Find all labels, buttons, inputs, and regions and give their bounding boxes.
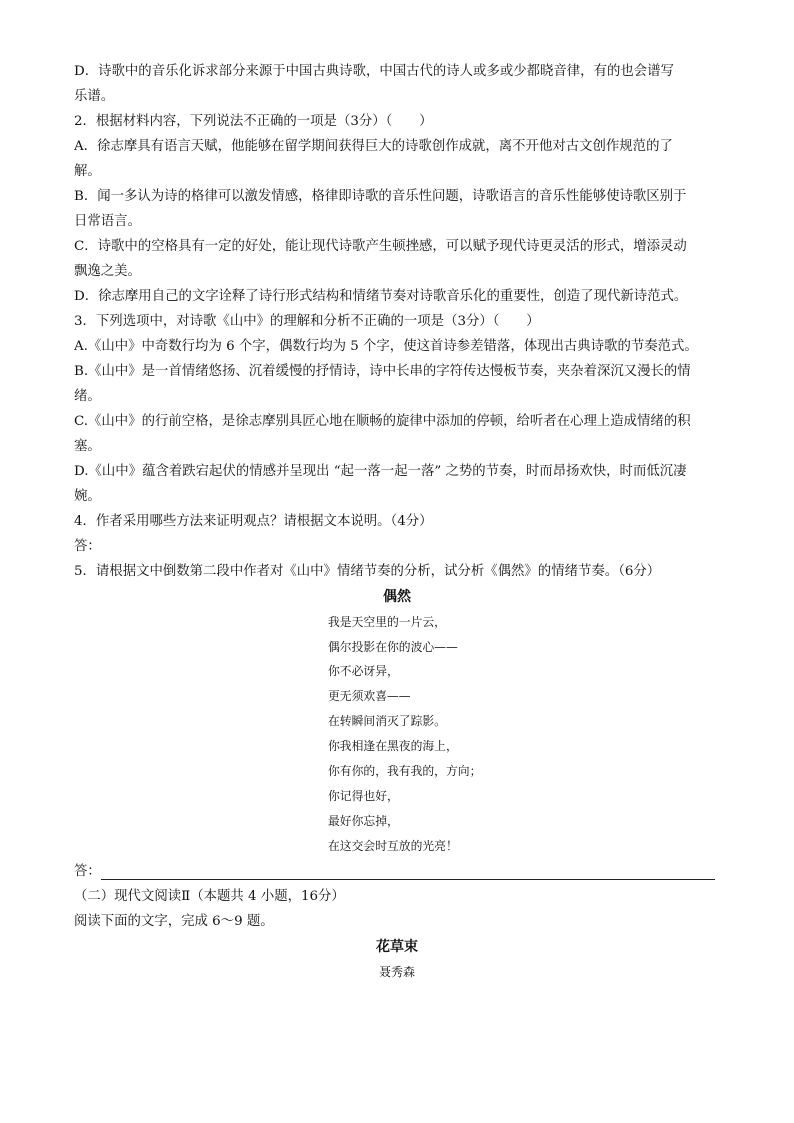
q3-option-c-line1: C.《山中》的行前空格，是徐志摩别具匠心地在顺畅的旋律中添加的停顿，给听者在心理上造成情绪的积	[74, 414, 691, 429]
q3-stem: 3．下列选项中，对诗歌《山中》的理解和分析不正确的一项是（3分）（ ）	[74, 314, 540, 329]
poem-line: 最好你忘掉，	[328, 814, 399, 828]
poem-line: 更无须欢喜——	[328, 689, 411, 703]
section2-instruction: 阅读下面的文字，完成 6～9 题。	[74, 914, 274, 929]
q3-option-b-line1: B.《山中》是一首情绪悠扬、沉着缓慢的抒情诗，诗中长串的字符传达慢板节奏，夹杂着深沉又漫长的情	[74, 364, 691, 379]
q3-option-c-line2: 塞。	[74, 439, 101, 454]
q2-option-c-line1: C．诗歌中的空格具有一定的好处，能让现代诗歌产生顿挫感，可以赋予现代诗更灵活的形式，增添灵动	[74, 239, 687, 254]
poem-line: 在转瞬间消灭了踪影。	[328, 714, 446, 728]
q5-answer-label: 答：	[74, 864, 101, 879]
q2-option-b-line2: 日常语言。	[74, 214, 141, 229]
q2-option-d: D．徐志摩用自己的文字诠释了诗行形式结构和情绪节奏对诗歌音乐化的重要性，创造了现代新诗范式。	[74, 289, 688, 304]
poem-title: 偶然	[383, 589, 411, 605]
poem-line: 你我相逢在黑夜的海上，	[328, 739, 458, 753]
q3-option-d-line1: D.《山中》蕴含着跌宕起伏的情感并呈现出 “起一落一起一落” 之势的节奏，时而昂扬欢快，时而低沉凄	[74, 464, 687, 479]
q2-option-b-line1: B．闻一多认为诗的格律可以激发情感，格律即诗歌的音乐性问题，诗歌语言的音乐性能够使诗歌区别于	[74, 189, 687, 204]
poem-line: 你不必讶异，	[328, 664, 399, 678]
poem-line: 在这交会时互放的光亮！	[328, 839, 458, 853]
poem-line: 我是天空里的一片云，	[328, 615, 446, 629]
q4-stem: 4．作者采用哪些方法来证明观点？请根据文本说明。（4分）	[74, 514, 433, 529]
poem-line: 你记得也好，	[328, 789, 399, 803]
q3-option-d-line2: 婉。	[74, 489, 101, 504]
section2-heading: （二）现代文阅读Ⅱ（本题共 4 小题，16分）	[74, 889, 345, 904]
q3-option-b-line2: 绪。	[74, 389, 101, 404]
passage-author: 聂秀森	[378, 965, 415, 979]
q2-option-a-line2: 解。	[74, 164, 101, 179]
q2-option-a-line1: A．徐志摩具有语言天赋，他能够在留学期间获得巨大的诗歌创作成就，离不开他对古文创作规范的了	[74, 139, 673, 154]
q3-option-a: A.《山中》中奇数行均为 6 个字，偶数行均为 5 个字，使这首诗参差错落，体现出古典诗歌的节奏范式。	[74, 339, 698, 354]
q2-stem: 2．根据材料内容，下列说法不正确的一项是（3分）（ ）	[74, 114, 433, 129]
poem-line: 偶尔投影在你的波心——	[328, 640, 458, 654]
q1-option-d-line2: 乐谱。	[74, 89, 115, 104]
q4-answer-label: 答：	[74, 539, 101, 554]
passage-title: 花草束	[376, 939, 418, 955]
q2-option-c-line2: 飘逸之美。	[74, 264, 141, 279]
poem-line: 你有你的，我有我的，方向；	[328, 764, 482, 778]
q5-answer-line[interactable]	[101, 879, 715, 880]
q5-stem: 5．请根据文中倒数第二段中作者对《山中》情绪节奏的分析，试分析《偶然》的情绪节奏。（6分）	[74, 564, 661, 579]
q1-option-d-line1: D．诗歌中的音乐化诉求部分来源于中国古典诗歌，中国古代的诗人或多或少都晓音律，有的也会谱写	[74, 64, 674, 79]
